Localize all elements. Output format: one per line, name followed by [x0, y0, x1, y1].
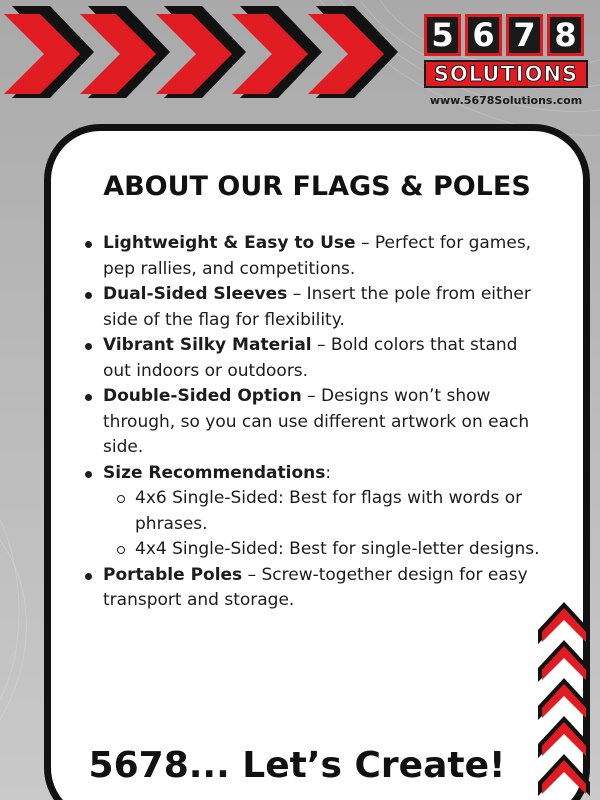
up-arrow-1	[542, 608, 586, 642]
list-item	[81, 461, 547, 563]
feature-name: Vibrant Silky Material	[103, 335, 312, 355]
up-arrow-3	[542, 684, 586, 718]
up-arrow-2	[542, 646, 586, 680]
feature-name: Dual-Sided Sleeves	[103, 284, 288, 304]
size-sublist	[103, 486, 547, 563]
company-logo	[424, 14, 588, 107]
sub-list-item: 4x6 Single-Sided: Best for flags with words or phrases.	[103, 486, 547, 537]
logo-digit: 6	[465, 14, 502, 56]
feature-name: Lightweight & Easy to Use	[103, 233, 356, 253]
feature-description: – Bold colors that stand out indoors or outdoors.	[103, 335, 518, 381]
up-arrow-5	[542, 760, 586, 794]
logo-digit: 5	[424, 14, 461, 56]
feature-description: – Screw-together design for easy transport and storage.	[103, 564, 528, 610]
list-item	[81, 231, 547, 282]
feature-description: – Perfect for games, pep rallies, and competitions.	[103, 233, 532, 279]
up-arrow-4	[542, 722, 586, 756]
feature-name: Portable Poles	[103, 564, 243, 585]
website-url: www.5678Solutions.com	[429, 94, 583, 107]
list-item	[81, 563, 547, 614]
feature-description: – Designs won’t show through, so you can use different artwork on each side.	[103, 386, 530, 457]
feature-list	[81, 231, 547, 614]
feature-name: Double-Sided Option	[103, 386, 302, 406]
card-title: ABOUT OUR FLAGS & POLES	[103, 171, 531, 202]
logo-wordmark: SOLUTIONS	[424, 60, 588, 88]
sub-list-item: 4x4 Single-Sided: Best for single-letter designs.	[103, 537, 547, 563]
feature-description: – Insert the pole from either side of the flag for flexibility.	[103, 284, 531, 330]
feature-name: Size Recommendations	[103, 462, 326, 483]
info-card	[44, 124, 590, 800]
list-item	[81, 384, 547, 461]
logo-digit: 8	[547, 14, 584, 56]
logo-digit: 7	[506, 14, 543, 56]
tagline: 5678... Let’s Create!	[88, 745, 506, 786]
chevron-up-icon	[536, 600, 592, 800]
logo-digits	[424, 14, 588, 56]
list-item	[81, 333, 547, 384]
feature-description: :	[325, 462, 332, 483]
list-item	[81, 282, 547, 333]
chevron-right-icon	[0, 0, 420, 110]
